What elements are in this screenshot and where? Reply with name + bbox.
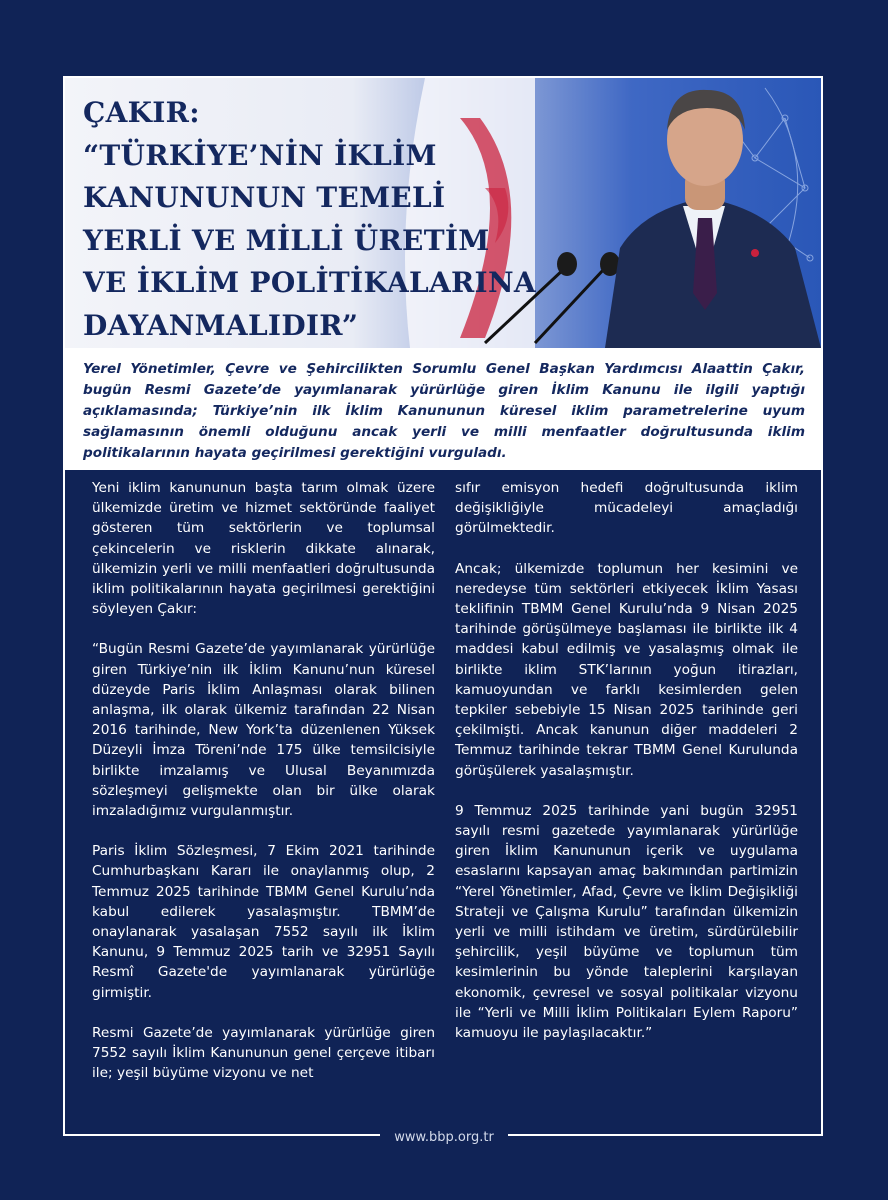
headline-line: KANUNUNUN TEMELİ [83,181,446,214]
headline-line: YERLİ VE MİLLİ ÜRETİM [83,223,490,257]
headline-line: DAYANMALIDIR” [83,308,359,342]
body-column-left [92,478,435,1103]
headline-line: VE İKLİM POLİTİKALARINA [83,266,536,299]
lead-paragraph: Yerel Yönetimler, Çevre ve Şehircilikten Sorumlu Genel Başkan Yardımcısı Alaattin Çakır, bugün Resmi Gazete’de yayımlanarak yürürlüğe giren İklim Kanunu ile ilgili yaptığı açıklamasında; Türkiye’nin ilk İklim Kanununun küresel iklim parametrelerine uyum sağlamasının önemli olduğunu ancak yerli ve milli menfaatler doğrultusunda iklim politikalarının hayata geçirilmesi gerektiğini vurguladı. [83,361,805,461]
headline-line: “TÜRKİYE’NİN İKLİM [83,138,437,172]
body-column-right [455,478,798,1063]
website-link[interactable]: www.bbp.org.tr [380,1129,508,1147]
lead-box [63,348,823,470]
body-paragraph: Paris İklim Sözleşmesi, 7 Ekim 2021 tarihinde Cumhurbaşkanı Kararı ile onaylanmış olup, 2 Temmuz 2025 tarihinde TBMM Genel Kurulu’nda kabul edilerek yasalaşmıştır. TBMM’de onaylanarak yasalaşan 7552 sayılı ilk İklim Kanunu, 9 Temmuz 2025 tarih ve 32951 Sayılı Resmî Gazete'de yayımlanarak yürürlüğe girmiştir. [92,843,435,1001]
body-paragraph: Resmi Gazete’de yayımlanarak yürürlüğe giren 7552 sayılı İklim Kanununun genel çerçeve itibarı ile; yeşil büyüme vizyonu ve net [92,1024,435,1082]
hero-banner [65,78,821,348]
body-paragraph: Yeni iklim kanununun başta tarım olmak üzere ülkemizde üretim ve hizmet sektöründe faaliyet gösteren tüm sektörlerin ve toplumsal çekincelerin ve risklerin dikkate alınarak, ülkemizin yerli ve milli menfaatleri doğrultusunda iklim politikalarının hayata geçirilmesi gerektiğini söyleyen Çakır: [92,480,435,618]
headline [83,92,536,347]
body-paragraph: sıfır emisyon hedefi doğrultusunda iklim değişikliğiyle mücadeleyi amaçladığı görülmektedir. [455,480,798,537]
speaker-portrait [605,90,821,348]
headline-line: ÇAKIR: [83,96,200,129]
body-paragraph: 9 Temmuz 2025 tarihinde yani bugün 32951 sayılı resmi gazetede yayımlanarak yürürlüğe giren İklim Kanununun içerik ve uygulama esaslarını kapsayan amaç bakımından partimizin “Yerel Yönetimler, Afad, Çevre ve İklim Değişikliği Strateji ve Çalışma Kurulu” tarafından ülkemizin yerli ve milli istihdam ve üretim, sürdürülebilir şehircilik, yeşil büyüme ve toplumun tüm kesimlerinin bu yönde taleplerini karşılayan ekonomik, çevresel ve sosyal politikalar vizyonu ile “Yerli ve Milli İklim Politikaları Eylem Raporu” kamuoyu ile paylaşılacaktır.” [455,802,798,1042]
body-paragraph: Ancak; ülkemizde toplumun her kesimini ve neredeyse tüm sektörleri etkiyecek İklim Yasası teklifinin TBMM Genel Kurulu’nda 9 Nisan 2025 tarihinde görüşülmeye başlaması ile birlikte ilk 4 maddesi kabul edilmiş ve yasalaşmış olmak ile birlikte iklim STK’larının yoğun itirazları, kamuoyundan ve farklı kesimlerden gelen tepkiler sebebiyle 15 Nisan 2025 tarihinde geri çekilmişti. Ancak kanunun diğer maddeleri 2 Temmuz tarihinde tekrar TBMM Genel Kurulunda görüşülerek yasalaşmıştır. [455,560,798,779]
body-paragraph: “Bugün Resmi Gazete’de yayımlanarak yürürlüğe giren Türkiye’nin ilk İklim Kanunu’nun küresel düzeyde Paris İklim Anlaşması olarak bilinen anlaşma, ilk olarak ülkemiz tarafından 22 Nisan 2016 tarihinde, New York’ta düzenlenen Yüksek Düzeyli İmza Töreni’nde 175 ülke temsilcisiyle birlikte imzalamış ve Ulusal Beyanımızda sözleşmeyi gelişmekte olan bir ülke olarak imzaladığımız vurgulanmıştır. [92,641,435,820]
footer [0,1126,888,1147]
